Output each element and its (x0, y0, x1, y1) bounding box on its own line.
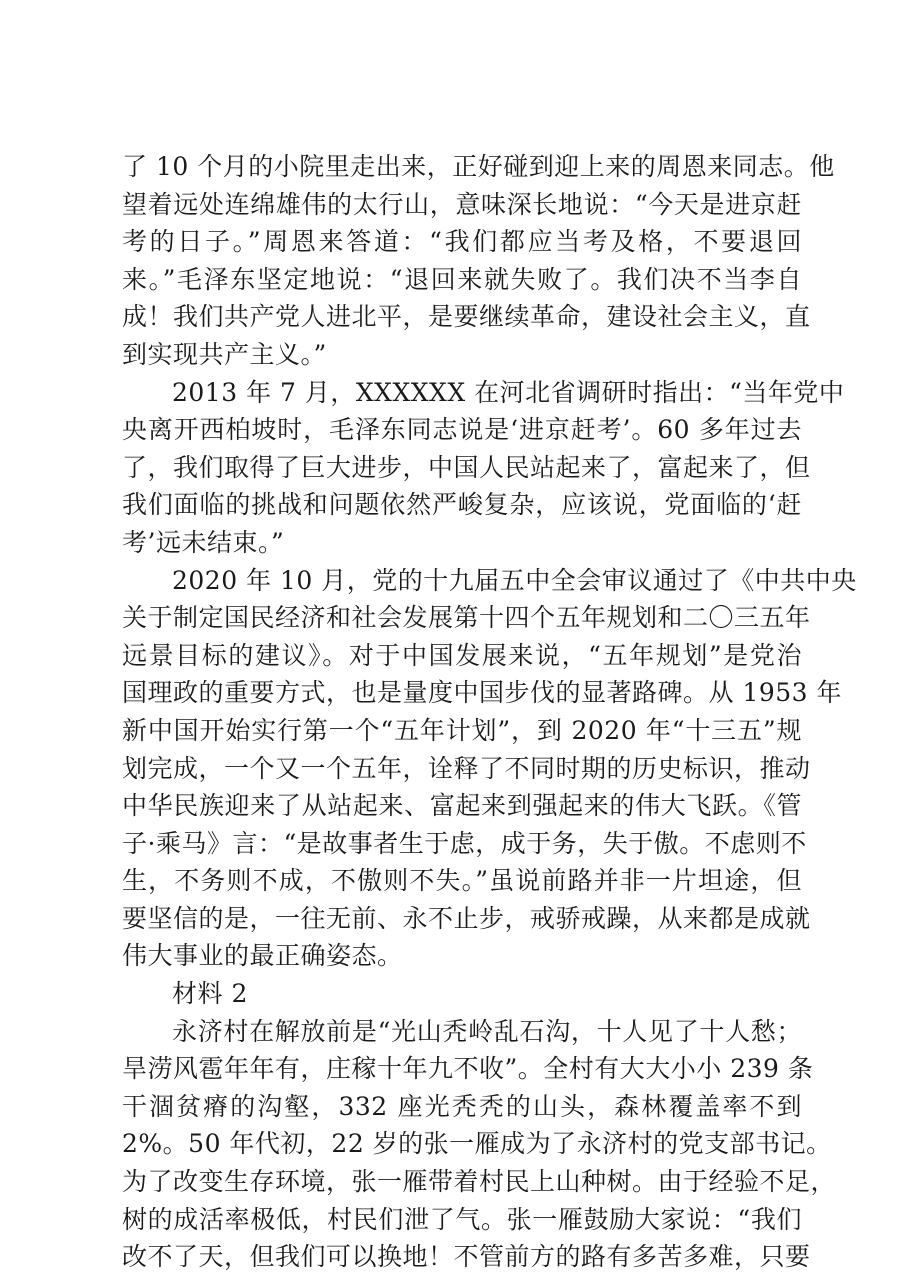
text-line: 了 10 个月的小院里走出来，正好碰到迎上来的周恩来同志。他 (122, 152, 835, 181)
text-line: 考的日子。”周恩来答道：“我们都应当考及格，不要退回 (122, 227, 802, 257)
text-line: 了，我们取得了巨大进步，中国人民站起来了，富起来了，但 (122, 452, 811, 482)
body-text (122, 148, 857, 1276)
text-line: 伟大事业的最正确姿态。 (122, 941, 403, 971)
text-line: 国理政的重要方式，也是量度中国步伐的显著路碑。从 1953 年 (122, 678, 843, 708)
text-line: 望着远处连绵雄伟的太行山，意味深长地说：“今天是进京赶 (122, 189, 802, 219)
text-line: 中华民族迎来了从站起来、富起来到强起来的伟大飞跃。《管 (122, 791, 802, 821)
text-line: 生，不务则不成，不傲则不失。”虽说前路并非一片坦途，但 (122, 866, 802, 896)
text-line: 2013 年 7 月，XXXXXX 在河北省调研时指出：“当年党中 (172, 377, 845, 407)
text-line: 2%。50 年代初，22 岁的张一雁成为了永济村的党支部书记。 (122, 1129, 832, 1159)
text-line: 材料 2 (172, 979, 248, 1009)
text-line: 干涸贫瘠的沟壑，332 座光秃秃的山头，森林覆盖率不到 (122, 1091, 802, 1121)
text-line: 改不了天，但我们可以换地！不管前方的路有多苦多难，只要 (122, 1242, 811, 1272)
text-line: 旱涝风雹年年有，庄稼十年九不收”。全村有大大小小 239 条 (122, 1054, 814, 1084)
text-line: 为了改变生存环境，张一雁带着村民上山种树。由于经验不足， (122, 1167, 837, 1197)
text-line: 子·乘马》言：“是故事者生于虑，成于务，失于傲。不虑则不 (122, 828, 807, 858)
text-line: 划完成，一个又一个五年，诠释了不同时期的历史标识，推动 (122, 753, 811, 783)
text-line: 新中国开始实行第一个“五年计划”，到 2020 年“十三五”规 (122, 715, 802, 745)
text-line: 央离开西柏坡时，毛泽东同志说是‘进京赶考’。60 多年过去 (122, 415, 802, 445)
text-line: 考’远未结束。” (122, 527, 285, 557)
text-line: 来。”毛泽东坚定地说：“退回来就失败了。我们决不当李自 (122, 264, 802, 294)
text-line: 永济村在解放前是“光山秃岭乱石沟，十人见了十人愁； (172, 1016, 802, 1046)
text-line: 成！我们共产党人进北平，是要继续革命，建设社会主义，直 (122, 302, 811, 332)
text-line: 2020 年 10 月，党的十九届五中全会审议通过了《中共中央 (172, 565, 857, 595)
text-line: 我们面临的挑战和问题依然严峻复杂，应该说，党面临的‘赶 (122, 490, 802, 520)
text-line: 远景目标的建议》。对于中国发展来说，“五年规划”是党治 (122, 640, 802, 670)
text-line: 关于制定国民经济和社会发展第十四个五年规划和二〇三五年 (122, 603, 811, 633)
text-line: 到实现共产主义。” (122, 339, 327, 369)
text-line: 要坚信的是，一往无前、永不止步，戒骄戒躁，从来都是成就 (122, 903, 811, 933)
text-line: 树的成活率极低，村民们泄了气。张一雁鼓励大家说：“我们 (122, 1204, 802, 1234)
